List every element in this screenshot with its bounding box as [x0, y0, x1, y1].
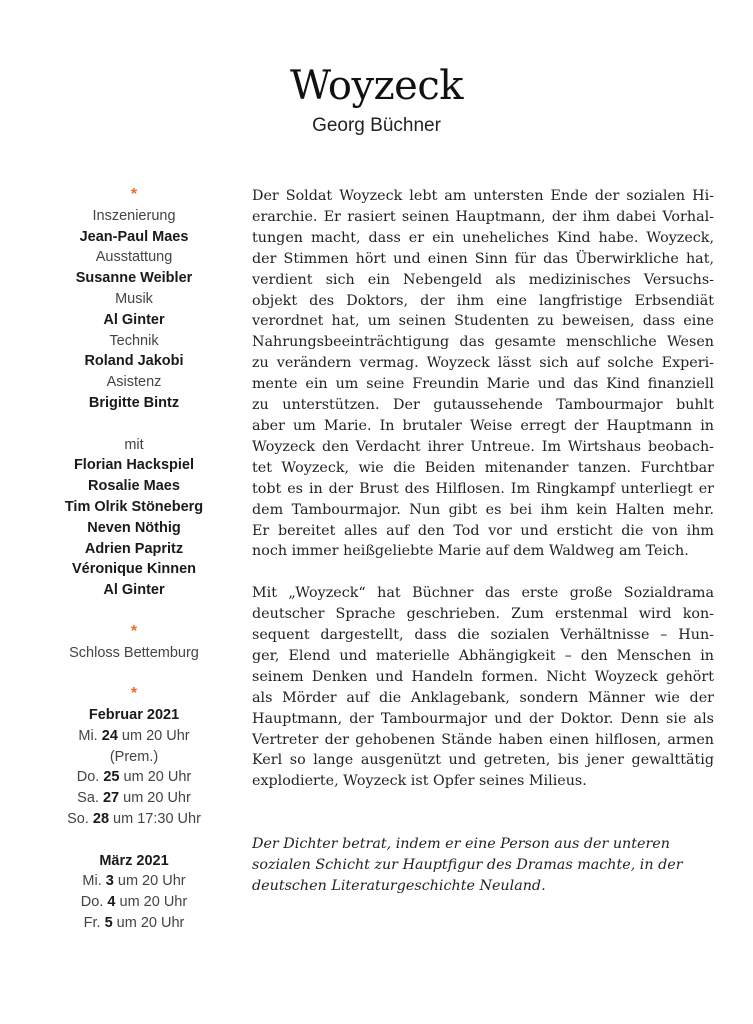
- weekday: Do.: [80, 894, 104, 911]
- text-line: verordnet hat, um seinen Studenten zu beweisen, dass eine: [252, 313, 714, 330]
- weekday: So.: [67, 810, 89, 827]
- author-name: Georg Büchner: [312, 115, 441, 136]
- performance-date: [54, 788, 214, 809]
- performance-date: [54, 892, 214, 913]
- text-line: Nahrungsbeeinträchtigung das gesamte menschliche Wesen: [252, 334, 714, 351]
- schedule: [54, 705, 214, 934]
- asterisk-icon: *: [130, 186, 138, 203]
- paragraph-significance: [252, 583, 714, 792]
- asterisk-icon: *: [130, 685, 138, 703]
- time: um 20 Uhr: [121, 727, 190, 744]
- text-line: zu verändern vermag. Woyzeck lässt sich auf solche Experi-: [252, 355, 714, 372]
- text-line: erarchie. Er rasiert seinen Hauptmann, der ihm dabei Vorhal-: [252, 208, 714, 225]
- time: um 20 Uhr: [116, 914, 185, 931]
- text-line: Kerl so lange ausgenützt und getreten, bis jener gewalttätig: [252, 752, 714, 769]
- weekday: Fr.: [83, 914, 101, 931]
- credit-name: Brigitte Bintz: [88, 394, 180, 411]
- text-line: sequent dargestellt, dass die sozialen Verhältnisse – Hun-: [252, 627, 714, 644]
- time: um 20 Uhr: [123, 769, 192, 786]
- weekday: Mi.: [82, 873, 102, 890]
- text-line: deutscher Sprache geschrieben. Zum erstenmal wird kon-: [252, 606, 714, 623]
- day-number: 3: [105, 873, 114, 890]
- day-number: 25: [103, 769, 120, 786]
- cast-member: Florian Hackspiel: [73, 457, 195, 474]
- text-line: zu unterstützen. Der gutaussehende Tambourmajor buhlt: [252, 397, 714, 414]
- text-line: sozialen Schicht zur Hauptfigur des Dramas machte, in der: [252, 856, 683, 873]
- cast-list: [54, 455, 214, 601]
- cast-member: Adrien Papritz: [84, 540, 184, 557]
- credit-role: Technik: [109, 332, 159, 349]
- weekday: Mi.: [78, 727, 98, 744]
- day-number: 4: [107, 894, 116, 911]
- paragraph-synopsis: [252, 186, 714, 562]
- performance-date: [54, 726, 214, 747]
- text-line: als Mörder auf die Anklagebank, sondern Männer wie der: [252, 689, 714, 706]
- text-line: verdient sich ein Nebengeld als medizinisches Versuchs-: [252, 271, 714, 288]
- text-line: Hauptmann, der Tambourmajor und der Doktor. Denn sie als: [252, 710, 714, 727]
- day-number: 28: [92, 810, 110, 827]
- cast-member: Al Ginter: [103, 582, 165, 599]
- month-heading: Februar 2021: [88, 706, 180, 723]
- main-text: [252, 186, 714, 897]
- text-line: seinem Denken und Handeln formen. Nicht Woyzeck gehört: [252, 668, 714, 685]
- performance-date: [54, 747, 214, 768]
- cast-label: mit: [124, 436, 144, 453]
- performance-date: [54, 871, 214, 892]
- performance-date: [54, 809, 214, 830]
- cast-member: Rosalie Maes: [88, 478, 180, 495]
- sidebar: [54, 185, 214, 934]
- credit-name: Jean-Paul Maes: [79, 228, 189, 245]
- time: um 20 Uhr: [117, 873, 186, 890]
- time: um 17:30 Uhr: [113, 810, 201, 827]
- venue: Schloss Bettemburg: [69, 644, 199, 661]
- credit-role: Musik: [115, 290, 153, 307]
- performance-date: [54, 767, 214, 788]
- text-line: dem Tambourmajor. Nun gibt es bei ihm kein Halten mehr.: [252, 501, 714, 518]
- time: um 20 Uhr: [123, 790, 191, 807]
- cast-member: Tim Olrik Stöneberg: [64, 498, 204, 515]
- weekday: Do.: [76, 769, 100, 786]
- text-line: deutschen Literaturgeschichte Neuland.: [252, 877, 546, 894]
- day-number: 5: [104, 914, 113, 931]
- performance-date: [54, 913, 214, 934]
- day-number: 27: [102, 790, 120, 807]
- text-line: tet Woyzeck, wie die Beiden mitenander tanzen. Furchtbar: [252, 459, 714, 476]
- credit-name: Roland Jakobi: [84, 353, 184, 370]
- text-line: tobt es in der Brust des Hilflosen. Im Ringkampf unterliegt er: [252, 480, 714, 497]
- text-line: ger, Elend und materielle Abhängigkeit – den Menschen in: [252, 647, 714, 664]
- text-line: explodierte, Woyzeck ist Opfer seines Milieus.: [252, 773, 587, 790]
- cast-member: Neven Nöthig: [87, 519, 181, 536]
- day-number: 24: [101, 727, 118, 744]
- text-line: Er bereitet alles auf den Tod vor und ersticht die von ihm: [252, 522, 714, 539]
- text-line: Der Dichter betrat, indem er eine Person aus der unteren: [252, 836, 670, 853]
- text-line: Woyzeck den Verdacht ihrer Untreue. Im Wirtshaus beobach-: [252, 438, 714, 455]
- quote-paragraph: [252, 834, 714, 897]
- text-line: objekt des Doktors, der ihm eine langfristige Erbsendiät: [252, 292, 714, 309]
- text-line: noch immer heißgeliebte Marie auf dem Waldweg am Teich.: [252, 543, 689, 560]
- credit-role: Asistenz: [106, 374, 162, 391]
- text-line: tungen macht, dass er ein uneheliches Kind habe. Woyzeck,: [252, 229, 714, 246]
- month-heading: März 2021: [99, 852, 169, 869]
- credit-role: Inszenierung: [92, 207, 176, 224]
- weekday: Sa.: [77, 790, 99, 807]
- text-line: Mit „Woyzeck“ hat Büchner das erste große Sozialdrama: [252, 585, 714, 602]
- page-title: Woyzeck: [290, 63, 463, 109]
- cast-member: Véronique Kinnen: [71, 561, 197, 578]
- credit-name: Al Ginter: [103, 311, 165, 328]
- text-line: der Stimmen hört und einen Sinn für das Überwirkliche hat,: [252, 250, 714, 267]
- text-line: mente ein um seine Freundin Marie und das Kind finanziell: [252, 376, 714, 393]
- time: um 20 Uhr: [119, 894, 188, 911]
- credit-role: Ausstattung: [95, 249, 173, 266]
- premiere-note: (Prem.): [109, 748, 159, 765]
- text-line: aber um Marie. In brutaler Weise erregt der Hauptmann in: [252, 417, 714, 434]
- asterisk-icon: *: [130, 622, 138, 640]
- text-line: Der Soldat Woyzeck lebt am untersten Ende der sozialen Hi-: [252, 188, 714, 204]
- credit-name: Susanne Weibler: [75, 270, 193, 287]
- text-line: Vertreter der gehobenen Stände haben einen hilflosen, armen: [252, 731, 714, 748]
- credits-list: [54, 206, 214, 414]
